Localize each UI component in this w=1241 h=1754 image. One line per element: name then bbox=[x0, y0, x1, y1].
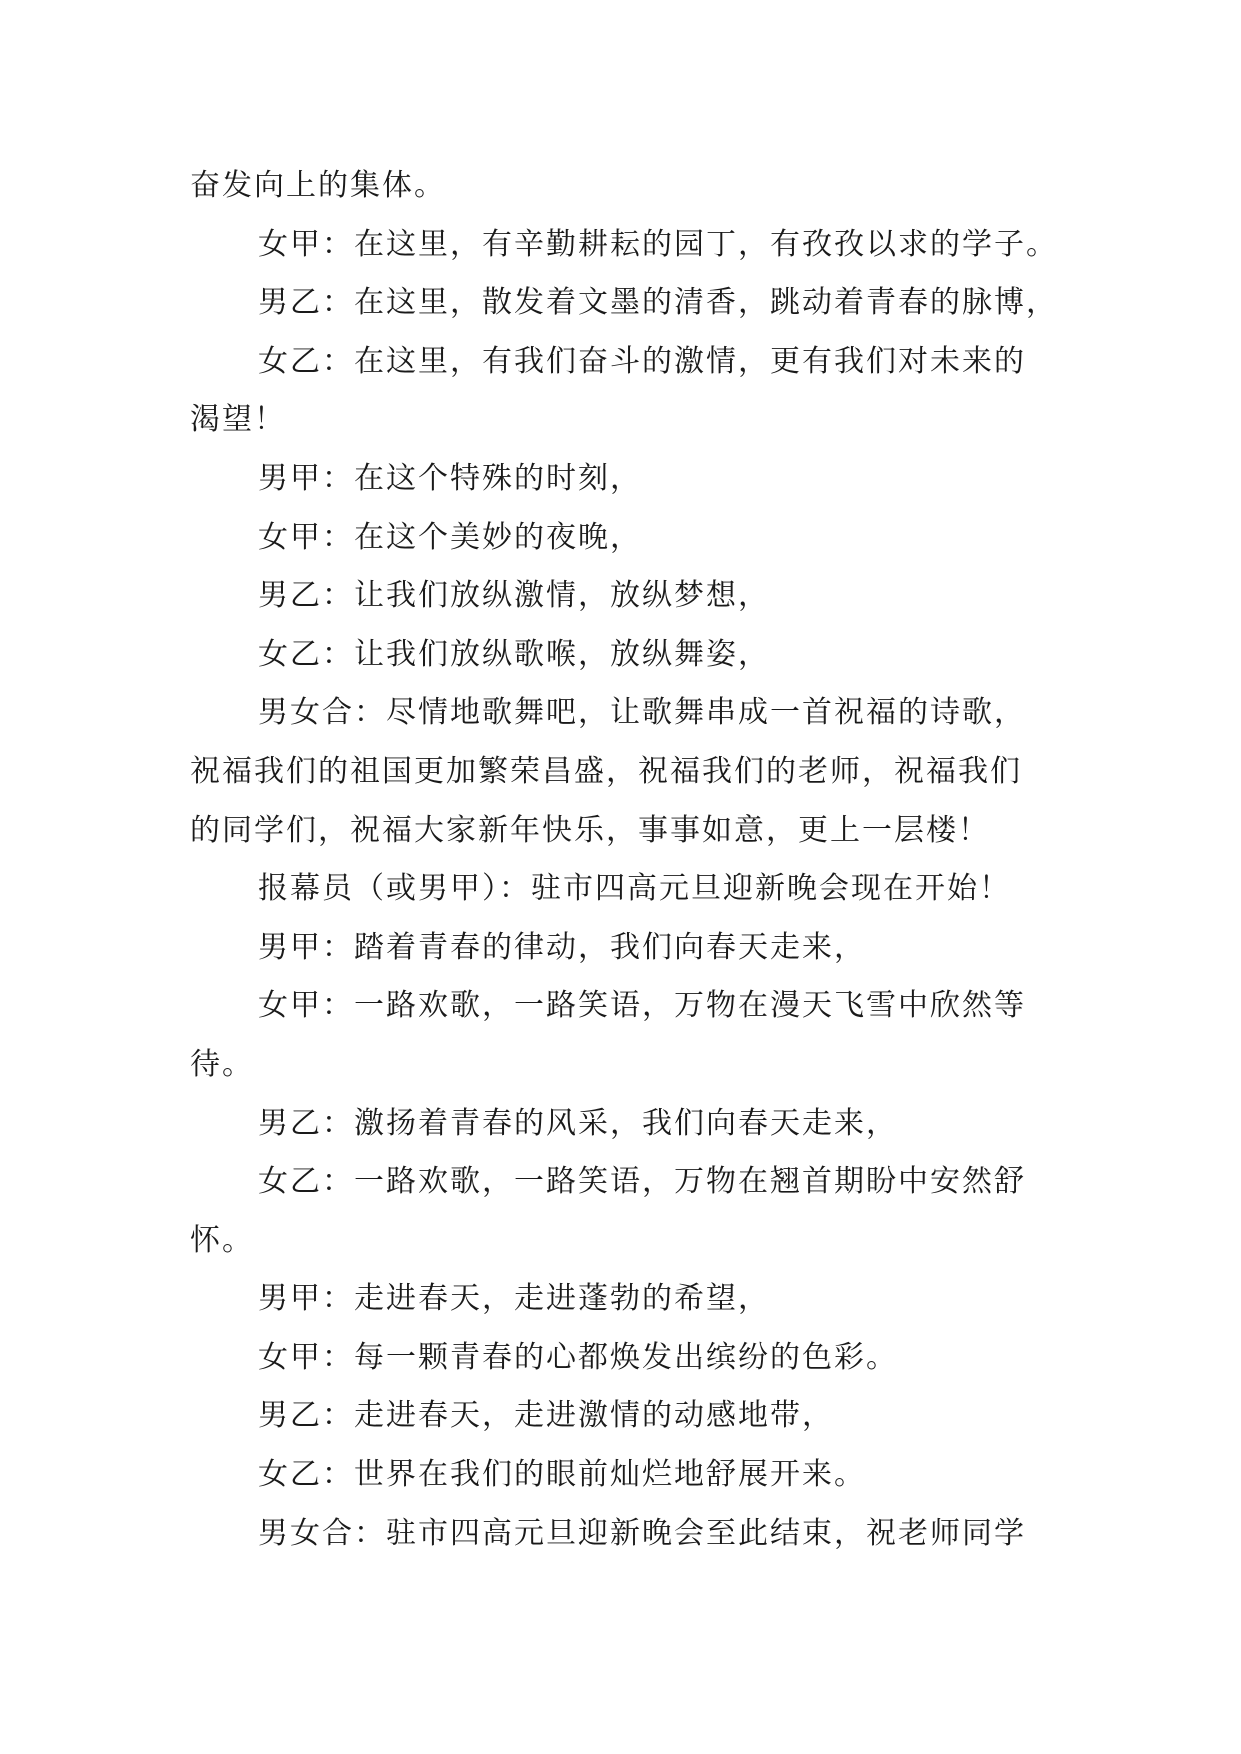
text-line: 男乙：在这里，散发着文墨的清香，跳动着青春的脉博， bbox=[258, 285, 1058, 321]
text-line: 女甲：在这里，有辛勤耕耘的园丁，有孜孜以求的学子。 bbox=[258, 226, 1058, 262]
text-line: 报幕员（或男甲）：驻市四高元旦迎新晚会现在开始！ bbox=[258, 871, 1011, 907]
text-line: 男乙：走进春天，走进激情的动感地带， bbox=[258, 1398, 834, 1434]
text-line: 女乙：在这里，有我们奋斗的激情，更有我们对未来的 bbox=[258, 343, 1026, 379]
text-line: 男乙：让我们放纵激情，放纵梦想， bbox=[258, 578, 770, 614]
text-line: 女乙：世界在我们的眼前灿烂地舒展开来。 bbox=[258, 1457, 866, 1493]
text-line: 男甲：走进春天，走进蓬勃的希望， bbox=[258, 1281, 770, 1317]
text-line: 男甲：在这个特殊的时刻， bbox=[258, 460, 642, 496]
text-line: 待。 bbox=[190, 1046, 254, 1082]
text-line: 女甲：一路欢歌，一路笑语，万物在漫天飞雪中欣然等 bbox=[258, 988, 1026, 1024]
text-line: 男甲：踏着青春的律动，我们向春天走来， bbox=[258, 929, 866, 965]
text-line: 的同学们，祝福大家新年快乐，事事如意，更上一层楼！ bbox=[190, 812, 990, 848]
text-line: 男乙：激扬着青春的风采，我们向春天走来， bbox=[258, 1105, 898, 1141]
text-line: 女甲：每一颗青春的心都焕发出缤纷的色彩。 bbox=[258, 1339, 898, 1375]
text-line: 祝福我们的祖国更加繁荣昌盛，祝福我们的老师，祝福我们 bbox=[190, 753, 1022, 789]
script-text bbox=[190, 157, 1070, 1563]
text-line: 奋发向上的集体。 bbox=[190, 168, 446, 203]
text-line: 男女合：尽情地歌舞吧，让歌舞串成一首祝福的诗歌， bbox=[258, 695, 1026, 731]
text-line: 渴望！ bbox=[190, 402, 286, 438]
text-line: 女乙：一路欢歌，一路笑语，万物在翘首期盼中安然舒 bbox=[258, 1164, 1026, 1200]
text-line: 男女合：驻市四高元旦迎新晚会至此结束，祝老师同学 bbox=[258, 1515, 1026, 1551]
text-line: 女甲：在这个美妙的夜晚， bbox=[258, 519, 642, 555]
text-line: 女乙：让我们放纵歌喉，放纵舞姿， bbox=[258, 636, 770, 672]
text-line: 怀。 bbox=[190, 1222, 254, 1258]
